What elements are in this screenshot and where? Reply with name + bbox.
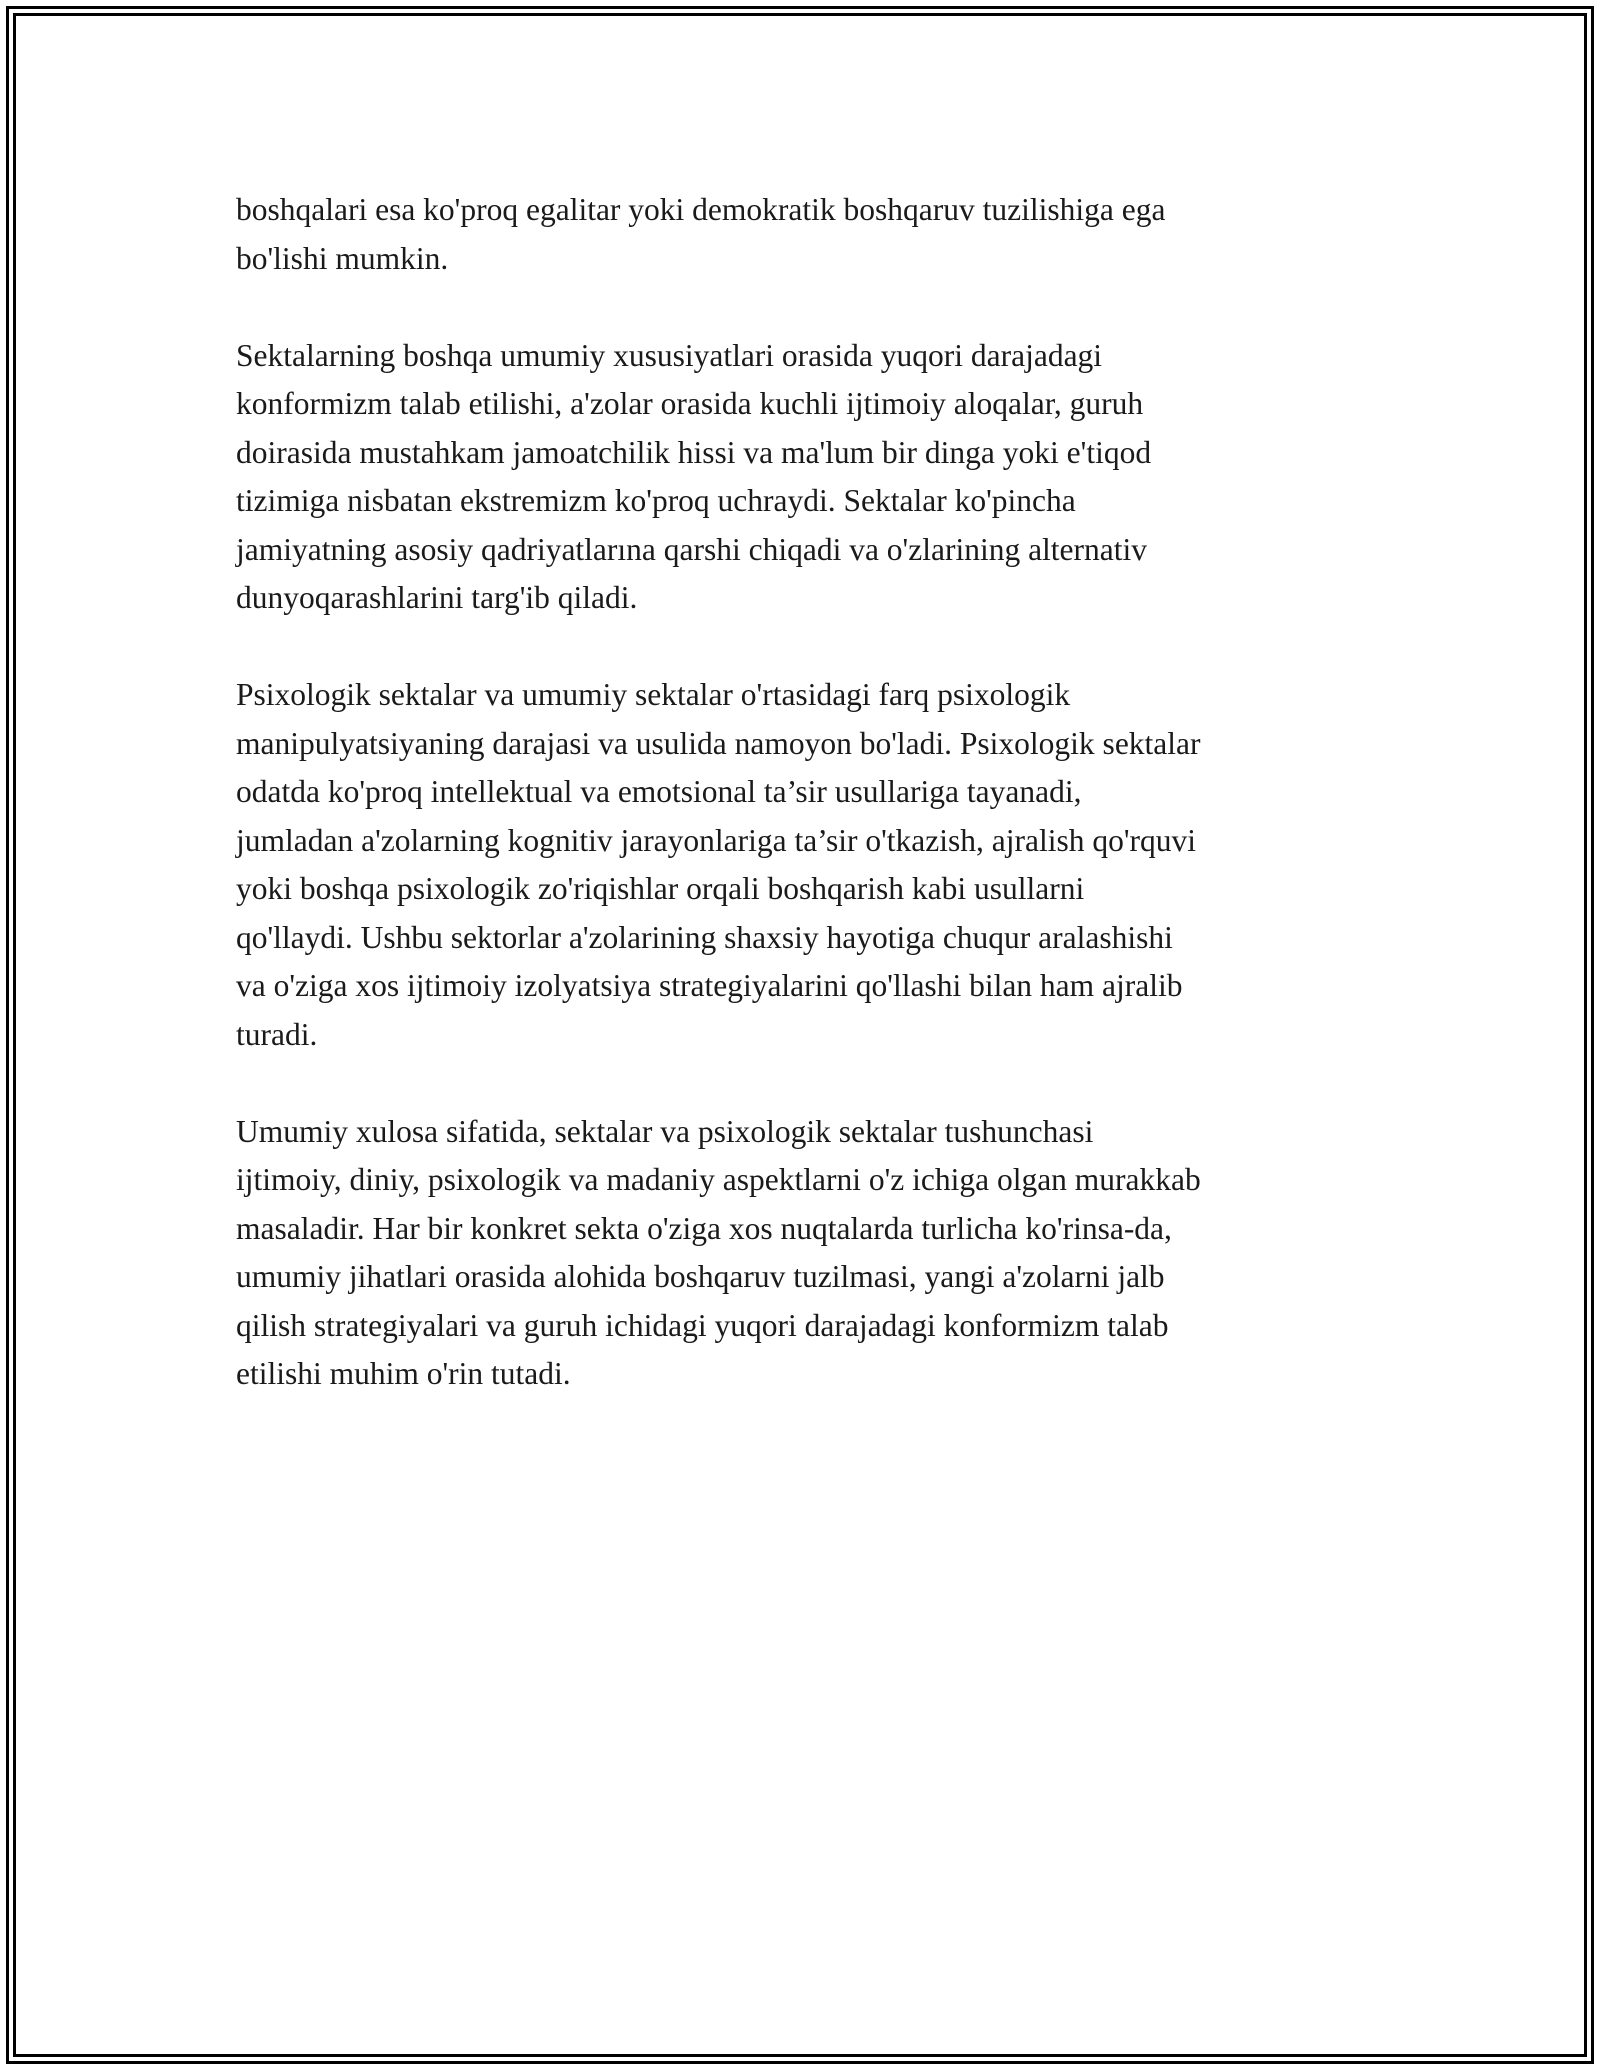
- document-body: [236, 186, 1376, 1399]
- paragraph-3: Psixologik sektalar va umumiy sektalar o'rtasidagi farq psixologik manipulyatsiyaning darajasi va usulida namoyon bo'ladi. Psixologik sektalar odatda ko'proq intellektual va emotsional ta’sir usullariga tayanadi, jumladan a'zolarning kognitiv jarayonlariga ta’sir o'tkazish, ajralish qo'rquvi yoki boshqa psixologik zo'riqishlar orqali boshqarish kabi usullarni qo'llaydi. Ushbu sektorlar a'zolarining shaxsiy hayotiga chuqur aralashishi va o'ziga xos ijtimoiy izolyatsiya strategiyalarini qo'llashi bilan ham ajralib turadi.: [236, 677, 1201, 1052]
- paragraph-2: Sektalarning boshqa umumiy xususiyatlari orasida yuqori darajadagi konformizm talab etilishi, a'zolar orasida kuchli ijtimoiy aloqalar, guruh doirasida mustahkam jamoatchilik hissi va ma'lum bir dinga yoki e'tiqod tizimiga nisbatan ekstremizm ko'proq uchraydi. Sektalar ko'pincha jamiyatning asosiy qadriyatlarına qarshi chiqadi va o'zlarining alternativ dunyoqarashlarini targ'ib qiladi.: [236, 337, 1152, 615]
- paragraph-4: Umumiy xulosa sifatida, sektalar va psixologik sektalar tushunchasi ijtimoiy, diniy, psixologik va madaniy aspektlarni o'z ichiga olgan murakkab masaladir. Har bir konkret sekta o'ziga xos nuqtalarda turlicha ko'rinsa-da, umumiy jihatlari orasida alohida boshqaruv tuzilmasi, yangi a'zolarni jalb qilish strategiyalari va guruh ichidagi yuqori darajadagi konformizm talab etilishi muhim o'rin tutadi.: [236, 1113, 1201, 1391]
- paragraph-1: boshqalari esa ko'proq egalitar yoki demokratik boshqaruv tuzilishiga ega bo'lishi mumkin.: [236, 192, 1166, 276]
